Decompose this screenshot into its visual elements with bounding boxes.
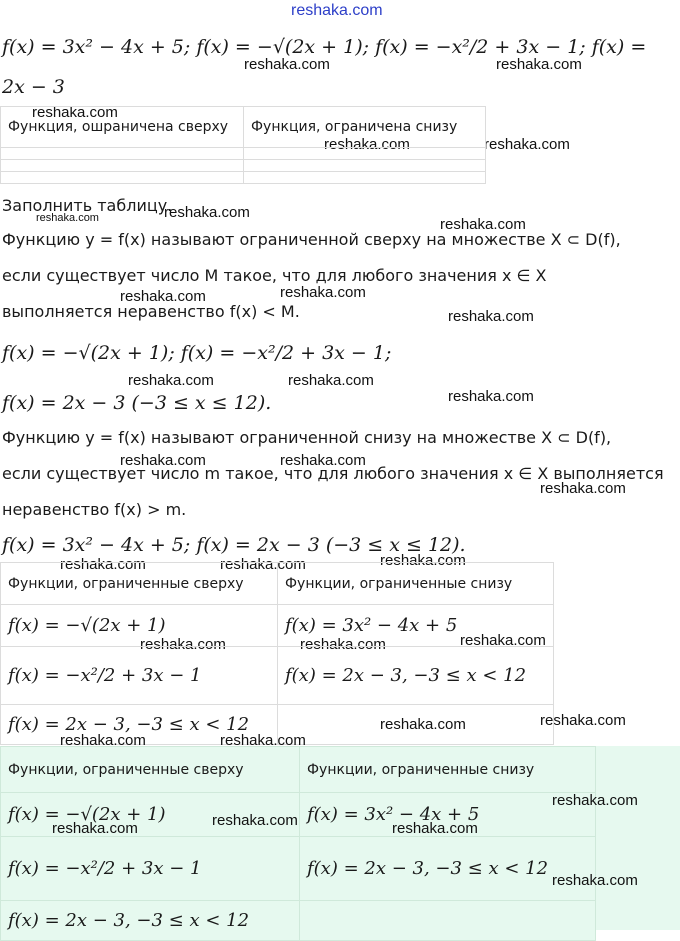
watermark: reshaka.com — [52, 820, 138, 837]
answer-header-lower: Функции, ограниченные снизу — [278, 563, 554, 605]
empty-table-header-upper: Функция, ошраничена сверху — [1, 107, 244, 148]
lower-def-line2: если существует число m такое, что для любого значения x ∈ X выполняется — [2, 464, 664, 483]
empty-table-header-lower: Функция, ограничена снизу — [244, 107, 486, 148]
watermark: reshaka.com — [484, 136, 570, 153]
watermark: reshaka.com — [60, 556, 146, 573]
upper-def-line2: если существует число M такое, что для любого значения x ∈ X — [2, 266, 547, 285]
watermark: reshaka.com — [540, 480, 626, 497]
watermark: reshaka.com — [164, 204, 250, 221]
watermark: reshaka.com — [120, 452, 206, 469]
answer-table-green — [0, 746, 596, 941]
watermark: reshaka.com — [380, 552, 466, 569]
green-header-lower: Функции, ограниченные снизу — [300, 747, 596, 793]
watermark: reshaka.com — [288, 372, 374, 389]
upper-def-line3: выполняется неравенство f(x) < M. — [2, 302, 300, 321]
lower-def-line1: Функцию y = f(x) называют ограниченной снизу на множестве X ⊂ D(f), — [2, 428, 612, 447]
watermark: reshaka.com — [36, 212, 99, 224]
watermark: reshaka.com — [552, 872, 638, 889]
answer-table — [0, 562, 554, 745]
green-cell: f(x) = 3x² − 4x + 5 — [300, 793, 596, 837]
empty-cell — [244, 172, 486, 184]
watermark: reshaka.com — [448, 388, 534, 405]
lower-def-line3: неравенство f(x) > m. — [2, 500, 187, 519]
watermark: reshaka.com — [120, 288, 206, 305]
watermark: reshaka.com — [540, 712, 626, 729]
empty-cell — [244, 160, 486, 172]
watermark: reshaka.com — [220, 732, 306, 749]
watermark: reshaka.com — [280, 452, 366, 469]
watermark: reshaka.com — [496, 56, 582, 73]
watermark: reshaka.com — [440, 216, 526, 233]
green-cell: f(x) = 2x − 3, −3 ≤ x < 12 — [1, 901, 300, 941]
answer-cell: f(x) = 2x − 3, −3 ≤ x < 12 — [278, 647, 554, 705]
watermark: reshaka.com — [212, 812, 298, 829]
task-formulas-line2: 2x − 3 — [2, 76, 65, 98]
upper-funcs-line1: f(x) = −√(2x + 1); f(x) = −x²/2 + 3x − 1; — [2, 342, 392, 364]
empty-cell — [1, 160, 244, 172]
watermark: reshaka.com — [32, 104, 118, 121]
watermark: reshaka.com — [324, 136, 410, 153]
watermark: reshaka.com — [460, 632, 546, 649]
green-header-upper: Функции, ограниченные сверху — [1, 747, 300, 793]
watermark: reshaka.com — [552, 792, 638, 809]
watermark: reshaka.com — [380, 716, 466, 733]
watermark: reshaka.com — [140, 636, 226, 653]
watermark: reshaka.com — [220, 556, 306, 573]
watermark[interactable]: reshaka.com — [291, 2, 383, 19]
watermark: reshaka.com — [128, 372, 214, 389]
watermark: reshaka.com — [392, 820, 478, 837]
watermark: reshaka.com — [60, 732, 146, 749]
task-formulas-line1: f(x) = 3x² − 4x + 5; f(x) = −√(2x + 1); f(x) = −x²/2 + 3x − 1; f(x) = — [2, 36, 647, 58]
answer-cell: f(x) = −√(2x + 1) — [1, 605, 278, 647]
answer-cell — [278, 705, 554, 745]
watermark: reshaka.com — [280, 284, 366, 301]
answer-cell: f(x) = −x²/2 + 3x − 1 — [1, 647, 278, 705]
empty-cell — [1, 148, 244, 160]
instruction-text: Заполнить таблицу. — [2, 196, 173, 215]
upper-def-line1: Функцию y = f(x) называют ограниченной сверху на множестве X ⊂ D(f), — [2, 230, 621, 249]
answer-cell: f(x) = 3x² − 4x + 5 — [278, 605, 554, 647]
answer-header-upper: Функции, ограниченные сверху — [1, 563, 278, 605]
green-cell: f(x) = 2x − 3, −3 ≤ x < 12 — [300, 837, 596, 901]
lower-funcs-line1: f(x) = 3x² − 4x + 5; f(x) = 2x − 3 (−3 ≤ x ≤ 12). — [2, 534, 466, 556]
answer-cell: f(x) = 2x − 3, −3 ≤ x < 12 — [1, 705, 278, 745]
watermark: reshaka.com — [448, 308, 534, 325]
green-cell: f(x) = −x²/2 + 3x − 1 — [1, 837, 300, 901]
watermark: reshaka.com — [300, 636, 386, 653]
watermark: reshaka.com — [244, 56, 330, 73]
empty-cell — [244, 148, 486, 160]
green-cell — [300, 901, 596, 941]
empty-cell — [1, 172, 244, 184]
upper-funcs-line2: f(x) = 2x − 3 (−3 ≤ x ≤ 12). — [2, 392, 272, 414]
empty-table — [0, 106, 486, 184]
green-cell: f(x) = −√(2x + 1) — [1, 793, 300, 837]
